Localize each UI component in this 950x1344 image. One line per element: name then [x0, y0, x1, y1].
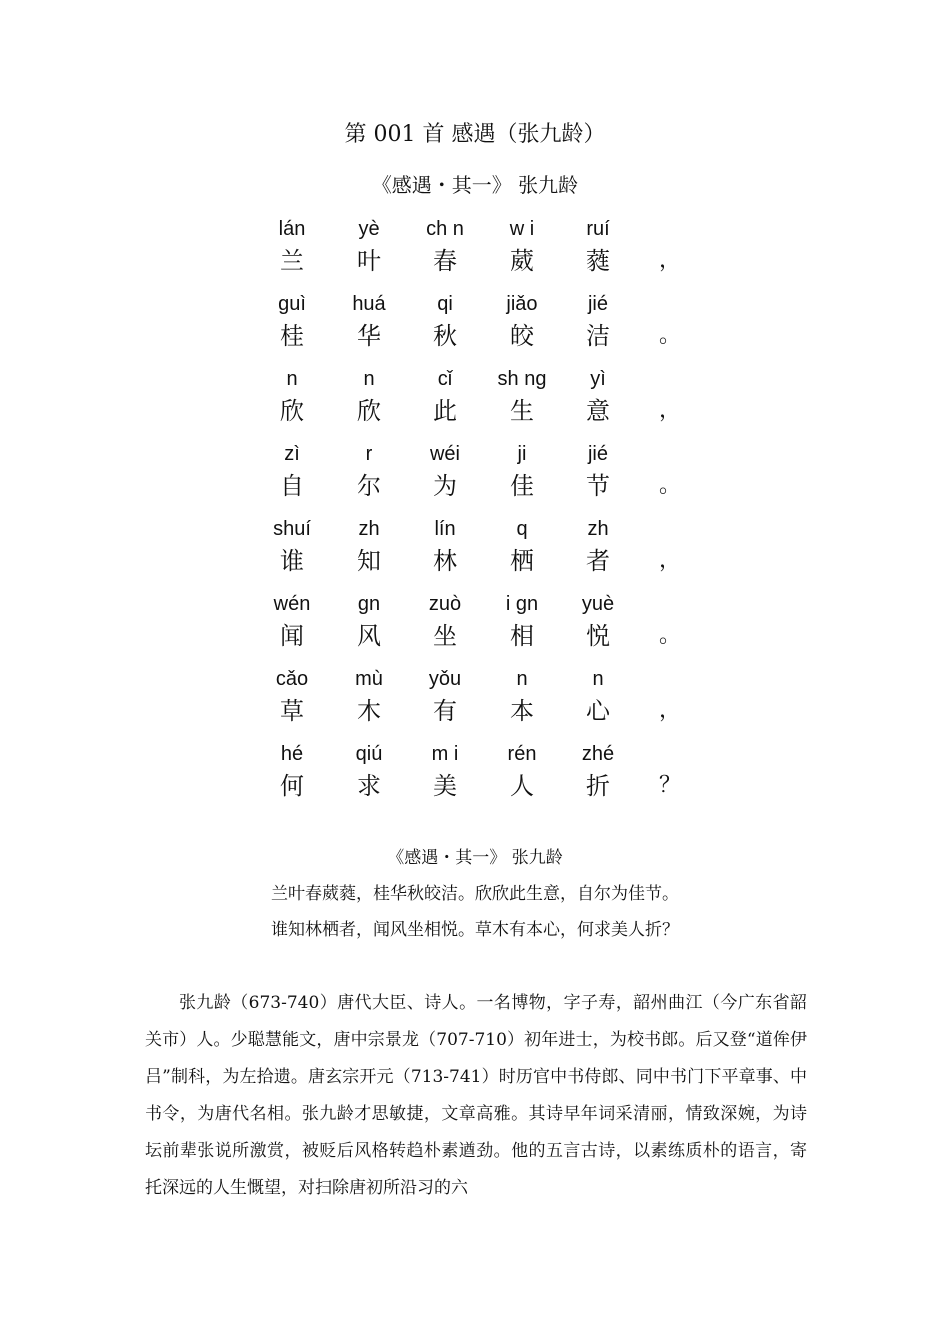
poem-line-2 — [0, 287, 950, 362]
pinyin: r — [365, 443, 373, 465]
pinyin: n — [286, 368, 298, 390]
pinyin: w i — [509, 218, 535, 240]
hanzi: 谁 — [280, 547, 304, 575]
hanzi: 洁 — [586, 322, 610, 350]
poem-line-1 — [0, 212, 950, 287]
hanzi: 秋 — [433, 322, 457, 350]
hanzi: 风 — [357, 622, 381, 650]
hanzi: 为 — [433, 472, 457, 500]
pinyin: zuò — [428, 593, 462, 615]
pinyin: q — [516, 518, 528, 540]
hanzi: 人 — [510, 772, 534, 800]
pinyin: qiú — [355, 743, 383, 765]
pinyin: zh — [358, 518, 380, 540]
poem-line-6 — [0, 587, 950, 662]
pinyin: ch n — [426, 218, 464, 240]
hanzi: 蕤 — [586, 247, 610, 275]
poem-heading: 《感遇・其一》 张九龄 — [371, 173, 579, 197]
hanzi: 欣 — [357, 397, 381, 425]
pinyin: zhé — [581, 743, 615, 765]
pinyin: huá — [352, 293, 386, 315]
hanzi: 叶 — [357, 247, 381, 275]
pinyin: yuè — [581, 593, 615, 615]
pinyin: lán — [278, 218, 306, 240]
pinyin: rén — [507, 743, 537, 765]
pinyin: n — [592, 668, 604, 690]
pinyin: qi — [437, 293, 453, 315]
hanzi: 春 — [433, 247, 457, 275]
pinyin: zì — [284, 443, 300, 465]
pinyin: cǐ — [437, 368, 453, 390]
hanzi: 闻 — [280, 622, 304, 650]
hanzi: 有 — [433, 697, 457, 725]
hanzi: 自 — [280, 472, 304, 500]
punctuation: 。 — [658, 323, 681, 348]
poem-line-7 — [0, 662, 950, 737]
pinyin: wén — [273, 593, 311, 615]
hanzi: 此 — [433, 397, 457, 425]
hanzi: 美 — [433, 772, 457, 800]
pinyin: m i — [431, 743, 459, 765]
punctuation: ， — [658, 548, 681, 573]
hanzi: 悦 — [586, 622, 610, 650]
hanzi: 者 — [586, 547, 610, 575]
pinyin: yè — [358, 218, 380, 240]
pinyin: hé — [280, 743, 304, 765]
pinyin: zh — [587, 518, 609, 540]
poem-line-5 — [0, 512, 950, 587]
hanzi: 生 — [510, 397, 534, 425]
hanzi: 兰 — [280, 247, 304, 275]
pinyin: jié — [587, 293, 608, 315]
hanzi: 佳 — [510, 472, 534, 500]
pinyin: i gn — [505, 593, 539, 615]
poem-line-4 — [0, 437, 950, 512]
hanzi: 求 — [357, 772, 381, 800]
hanzi: 节 — [586, 472, 610, 500]
author-biography: 张九龄（673-740）唐代大臣、诗人。一名博物，字子寿，韶州曲江（今广东省韶关市）人。少聪慧能文，唐中宗景龙（707-710）初年进士，为校书郎。后又登“道侔伊吕”制科，为左拾遗。唐玄宗开元（713-741）时历官中书侍郎、同中书门下平章事、中书令，为唐代名相。张九龄才思敏捷，文章高雅。其诗早年词采清丽，情致深婉，为诗坛前辈张说所激赏，被贬后风格转趋朴素遒劲。他的五言古诗，以素练质朴的语言，寄托深远的人生慨望，对扫除唐初所沿习的六 — [145, 993, 807, 1198]
pinyin: ji — [517, 443, 527, 465]
poem-line-8 — [0, 737, 950, 812]
poem-line-3 — [0, 362, 950, 437]
pinyin: mù — [355, 668, 383, 690]
hanzi: 坐 — [433, 622, 457, 650]
document-title: 第 001 首 感遇（张九龄） — [344, 122, 606, 147]
hanzi: 知 — [357, 547, 381, 575]
pinyin: jiǎo — [506, 293, 538, 315]
pinyin: jié — [587, 443, 608, 465]
hanzi: 葳 — [510, 247, 534, 275]
poem-summary — [0, 840, 950, 948]
hanzi: 华 — [357, 322, 381, 350]
hanzi: 折 — [586, 772, 610, 800]
hanzi: 皎 — [510, 322, 534, 350]
punctuation: ， — [658, 398, 681, 423]
punctuation: ？ — [658, 773, 681, 798]
hanzi: 林 — [433, 547, 457, 575]
punctuation: 。 — [658, 623, 681, 648]
hanzi: 心 — [586, 697, 610, 725]
summary-heading: 《感遇・其一》 张九龄 — [387, 848, 563, 868]
pinyin: ruí — [586, 218, 610, 240]
punctuation: ， — [658, 248, 681, 273]
summary-line: 兰叶春葳蕤，桂华秋皎洁。欣欣此生意，自尔为佳节。 — [271, 884, 679, 904]
hanzi: 桂 — [280, 322, 304, 350]
pinyin: shuí — [273, 518, 311, 540]
hanzi: 意 — [586, 397, 610, 425]
hanzi: 栖 — [510, 547, 534, 575]
pinyin: lín — [434, 518, 456, 540]
hanzi: 相 — [510, 622, 534, 650]
hanzi: 何 — [280, 772, 304, 800]
pinyin: yǒu — [428, 668, 462, 690]
pinyin: n — [516, 668, 528, 690]
punctuation: 。 — [658, 473, 681, 498]
pinyin: cǎo — [275, 668, 309, 690]
pinyin: yì — [590, 368, 606, 390]
pinyin: n — [363, 368, 375, 390]
pinyin: sh ng — [497, 368, 547, 390]
hanzi: 尔 — [357, 472, 381, 500]
pinyin: guì — [278, 293, 306, 315]
pinyin: wéi — [429, 443, 460, 465]
hanzi: 本 — [510, 697, 534, 725]
punctuation: ， — [658, 698, 681, 723]
summary-line: 谁知林栖者，闻风坐相悦。草木有本心，何求美人折？ — [271, 920, 679, 940]
hanzi: 草 — [280, 697, 304, 725]
pinyin: gn — [357, 593, 381, 615]
hanzi: 欣 — [280, 397, 304, 425]
hanzi: 木 — [357, 697, 381, 725]
